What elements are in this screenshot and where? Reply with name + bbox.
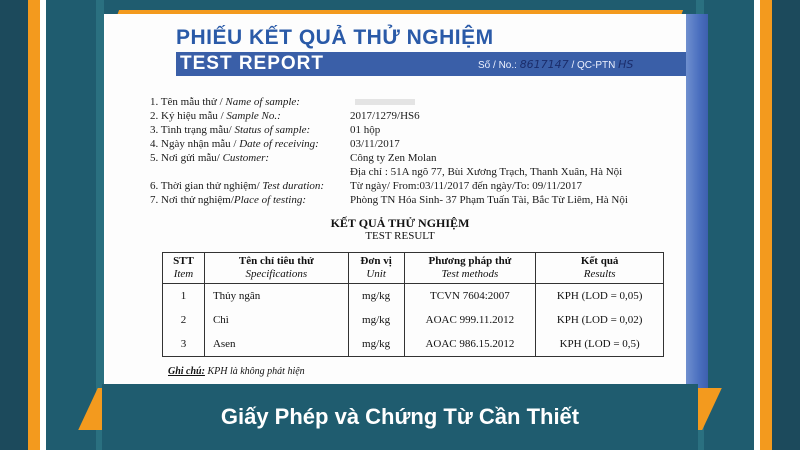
- table-cell: AOAC 986.15.2012: [404, 332, 536, 357]
- field-label-customer: 5. Nơi gửi mẫu/ Customer:: [150, 152, 270, 164]
- field-label-sample-no: 2. Ký hiệu mẫu / Sample No.:: [150, 110, 281, 122]
- field-label-status: 3. Tình trạng mẫu/ Status of sample:: [150, 124, 311, 136]
- table-cell: Asen: [204, 332, 348, 357]
- report-title-en: TEST REPORT: [180, 53, 325, 74]
- field-value-sample-no: 2017/1279/HS6: [350, 110, 420, 122]
- redacted-sample-name: [355, 99, 415, 105]
- report-number-value: 8617147: [519, 58, 569, 71]
- field-value-test-duration: Từ ngày/ From:03/11/2017 đến ngày/To: 09/11/2017: [350, 180, 582, 192]
- column-header: Kết quả Results: [536, 253, 664, 284]
- table-cell: AOAC 999.11.2012: [404, 308, 536, 332]
- report-title-vn: PHIẾU KẾT QUẢ THỬ NGHIỆM: [176, 26, 494, 49]
- report-number-label: Số / No.:: [478, 60, 517, 71]
- table-cell: Chì: [204, 308, 348, 332]
- table-cell: mg/kg: [348, 332, 404, 357]
- column-header: Đơn vị Unit: [348, 253, 404, 284]
- column-header: STT Item: [163, 253, 205, 284]
- table-cell: Thủy ngân: [204, 284, 348, 309]
- table-cell: KPH (LOD = 0,5): [536, 332, 664, 357]
- table-row: [163, 284, 664, 309]
- field-value-date-receiving: 03/11/2017: [350, 138, 400, 150]
- result-title-en: TEST RESULT: [365, 230, 435, 242]
- table-cell: 3: [163, 332, 205, 357]
- footnote-text: KPH là không phát hiện: [204, 366, 305, 377]
- table-row: [163, 308, 664, 332]
- field-value-address: Địa chỉ : 51A ngõ 77, Bùi Xương Trạch, Thanh Xuân, Hà Nội: [350, 166, 623, 178]
- column-header: Phương pháp thử Test methods: [404, 253, 536, 284]
- field-label-sample-name: 1. Tên mẫu thử / Name of sample:: [150, 96, 300, 108]
- report-number-tail: HS: [618, 58, 634, 71]
- report-number: [478, 58, 633, 71]
- footnote: [168, 366, 305, 377]
- table-cell: mg/kg: [348, 284, 404, 309]
- field-label-place: 7. Nơi thử nghiệm/Place of testing:: [150, 194, 306, 206]
- table-cell: 1: [163, 284, 205, 309]
- field-label-date-receiving: 4. Ngày nhận mẫu / Date of receiving:: [150, 138, 319, 150]
- table-cell: TCVN 7604:2007: [404, 284, 536, 309]
- result-title-vn: KẾT QUẢ THỬ NGHIỆM: [330, 216, 470, 230]
- result-table-header: [163, 253, 664, 284]
- result-table: [162, 252, 664, 357]
- column-header: Tên chỉ tiêu thử Specifications: [204, 253, 348, 284]
- table-cell: KPH (LOD = 0,05): [536, 284, 664, 309]
- table-cell: KPH (LOD = 0,02): [536, 308, 664, 332]
- field-value-place: Phòng TN Hóa Sinh- 37 Phạm Tuấn Tài, Bắc Từ Liêm, Hà Nội: [350, 194, 628, 206]
- field-value-status: 01 hộp: [350, 124, 381, 136]
- document-blue-edge: [686, 14, 708, 394]
- footnote-label: Ghi chú:: [168, 366, 205, 377]
- table-row: [163, 332, 664, 357]
- field-label-test-duration: 6. Thời gian thử nghiệm/ Test duration:: [150, 180, 325, 192]
- report-number-suffix: / QC-PTN: [571, 60, 616, 71]
- caption-text: Giấy Phép và Chứng Từ Cần Thiết: [220, 404, 580, 429]
- table-cell: mg/kg: [348, 308, 404, 332]
- table-cell: 2: [163, 308, 205, 332]
- field-value-customer: Công ty Zen Molan: [350, 152, 437, 164]
